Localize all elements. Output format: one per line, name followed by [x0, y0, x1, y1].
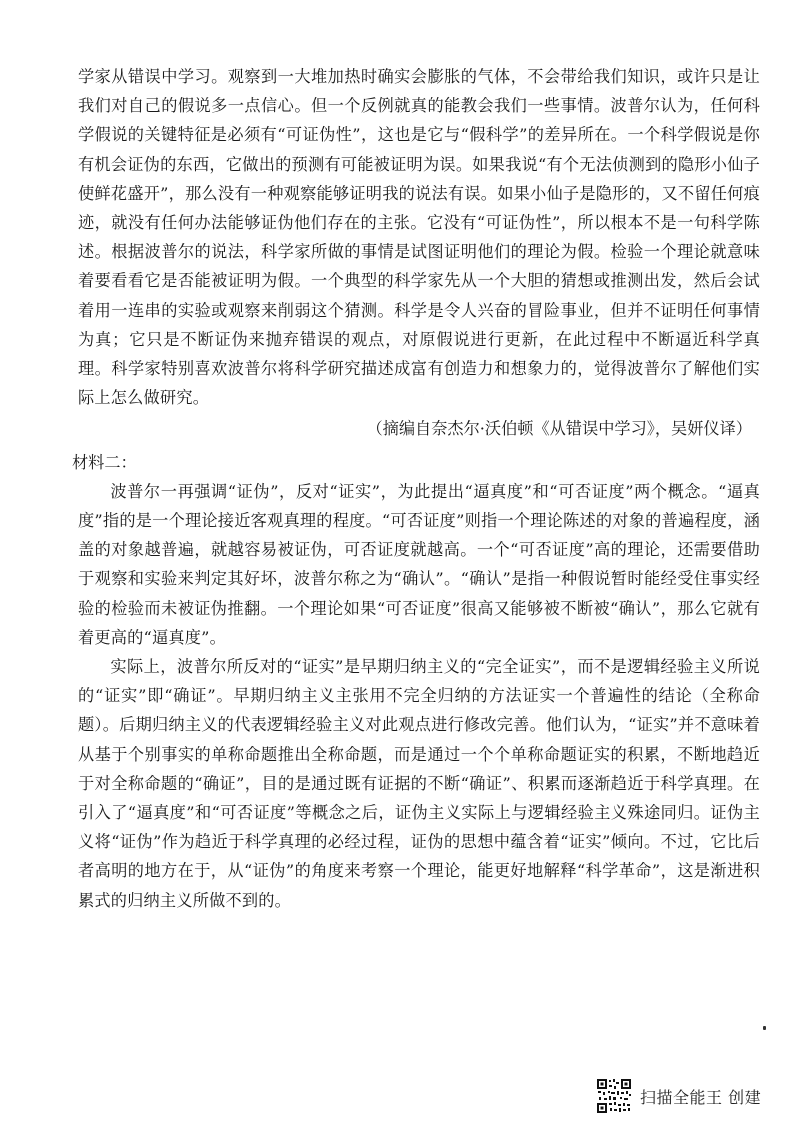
intro-paragraph: 学家从错误中学习。观察到一大堆加热时确实会膨胀的气体，不会带给我们知识，或许只是让我们对自己的假说多一点信心。但一个反例就真的能教会我们一些事情。波普尔认为，任何科学假说的关键特征是必须有“可证伪性”，这也是它与“假科学”的差异所在。一个科学假说是你有机会证伪的东西，它做出的预测有可能被证明为误。如果我说“有个无法侦测到的隐形小仙子使鲜花盛开”，那么没有一种观察能够证明我的说法有误。如果小仙子是隐形的，又不留任何痕迹，就没有任何办法能够证伪他们存在的主张。它没有“可证伪性”，所以根本不是一句科学陈述。根据波普尔的说法，科学家所做的事情是试图证明他们的理论为假。检验一个理论就意味着要看看它是否能被证明为假。一个典型的科学家先从一个大胆的猜想或推测出发，然后会试着用一连串的实验或观察来削弱这个猜测。科学是令人兴奋的冒险事业，但并不证明任何事情为真；它只是不断证伪来抛弃错误的观点，对原假说进行更新，在此过程中不断逼近科学真理。科学家特别喜欢波普尔将科学研究描述成富有创造力和想象力的，觉得波普尔了解他们实际上怎么做研究。	[78, 67, 760, 408]
scanner-brand-text: 扫描全能王 创建	[640, 1087, 762, 1107]
material-2-heading: 材料二：	[72, 452, 137, 472]
qr-code-icon	[596, 1078, 632, 1114]
document-body	[72, 62, 760, 915]
scan-speck	[763, 1026, 766, 1030]
scanner-watermark	[596, 1078, 761, 1114]
material-2-paragraph-1: 波普尔一再强调“证伪”，反对“证实”，为此提出“逼真度”和“可否证度”两个概念。“逼真度”指的是一个理论接近客观真理的程度。“可否证度”则指一个理论陈述的对象的普遍程度，涵盖的对象越普遍，就越容易被证伪，可否证度就越高。一个“可否证度”高的理论，还需要借助于观察和实验来判定其好坏，波普尔称之为“确认”。“确认”是指一种假说暂时能经受住事实经验的检验而未被证伪推翻。一个理论如果“可否证度”很高又能够被不断被“确认”，那么它就有着更高的“逼真度”。	[78, 481, 760, 647]
source-citation: （摘编自奈杰尔·沃伯顿《从错误中学习》，吴妍仪译）	[366, 419, 752, 439]
material-2-paragraph-2: 实际上，波普尔所反对的“证实”是早期归纳主义的“完全证实”，而不是逻辑经验主义所说的“证实”即“确证”。早期归纳主义主张用不完全归纳的方法证实一个普遍性的结论（全称命题）。后期归纳主义的代表逻辑经验主义对此观点进行修改完善。他们认为，“证实”并不意味着从基于个别事实的单称命题推出全称命题，而是通过一个个单称命题证实的积累，不断地趋近于对全称命题的“确证”，目的是通过既有证据的不断“确证”、积累而逐渐趋近于科学真理。在引入了“逼真度”和“可否证度”等概念之后，证伪主义实际上与逻辑经验主义殊途同归。证伪主义将“证伪”作为趋近于科学真理的必经过程，证伪的思想中蕴含着“证实”倾向。不过，它比后者高明的地方在于，从“证伪”的角度来考察一个理论，能更好地解释“科学革命”，这是渐进积累式的归纳主义所做不到的。	[78, 657, 760, 910]
